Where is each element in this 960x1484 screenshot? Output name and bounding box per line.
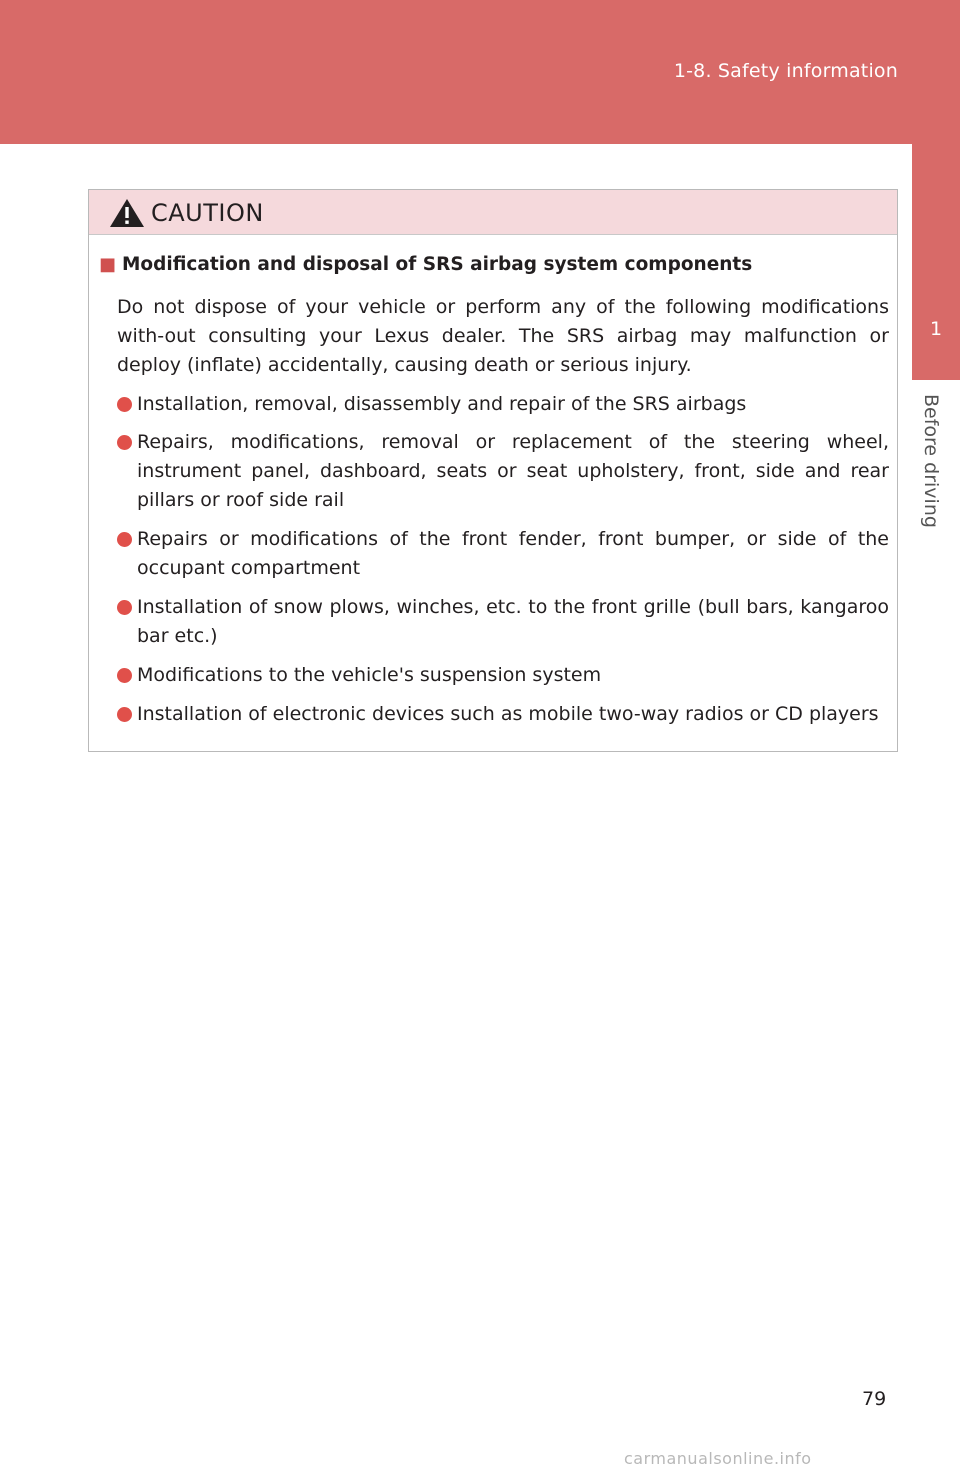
chapter-label: [912, 394, 960, 534]
warning-triangle-icon: [109, 198, 145, 228]
list-item-text: Installation, removal, disassembly and repair of the SRS airbags: [137, 393, 747, 415]
caution-heading: [99, 254, 889, 275]
caution-box: [88, 189, 898, 752]
section-title: 1-8. Safety information: [673, 60, 898, 82]
list-item-text: Installation of electronic devices such as mobile two-way radios or CD players: [137, 703, 879, 725]
list-item-text: Repairs or modifications of the front fender, front bumper, or side of the occupant compartment: [137, 528, 889, 579]
bullet-dot-icon: [117, 532, 132, 547]
list-item-text: Installation of snow plows, winches, etc. to the front grille (bull bars, kangaroo bar etc.): [137, 596, 889, 647]
list-item: [117, 428, 889, 515]
list-item: [117, 390, 889, 419]
chapter-label-text: Before driving: [920, 394, 942, 528]
bullet-dot-icon: [117, 600, 132, 615]
caution-intro: Do not dispose of your vehicle or perform any of the following modifications with-out consulting your Lexus dealer. The SRS airbag may malfunction or deploy (inflate) accidentally, causing death or serious injury.: [117, 296, 889, 376]
bullet-dot-icon: [117, 397, 132, 412]
list-item: [117, 593, 889, 651]
list-item: [117, 525, 889, 583]
page-number: 79: [862, 1388, 887, 1410]
bullet-dot-icon: [117, 435, 132, 450]
list-item: [117, 700, 889, 729]
bullet-dot-icon: [117, 707, 132, 722]
caution-header: [89, 190, 897, 235]
chapter-tab: [912, 144, 960, 380]
bullet-dot-icon: [117, 668, 132, 683]
list-item: [117, 661, 889, 690]
square-bullet-icon: ■: [99, 254, 117, 275]
caution-title: CAUTION: [151, 199, 264, 227]
list-item-text: Repairs, modifications, removal or replacement of the steering wheel, instrument panel, dashboard, seats or seat upholstery, front, side and rear pillars or roof side rail: [137, 431, 889, 511]
watermark: carmanualsonline.info: [624, 1449, 812, 1468]
caution-heading-text: Modification and disposal of SRS airbag system components: [122, 254, 753, 275]
chapter-number: 1: [929, 318, 943, 340]
page-header: [0, 0, 960, 144]
list-item-text: Modifications to the vehicle's suspension system: [137, 664, 602, 686]
